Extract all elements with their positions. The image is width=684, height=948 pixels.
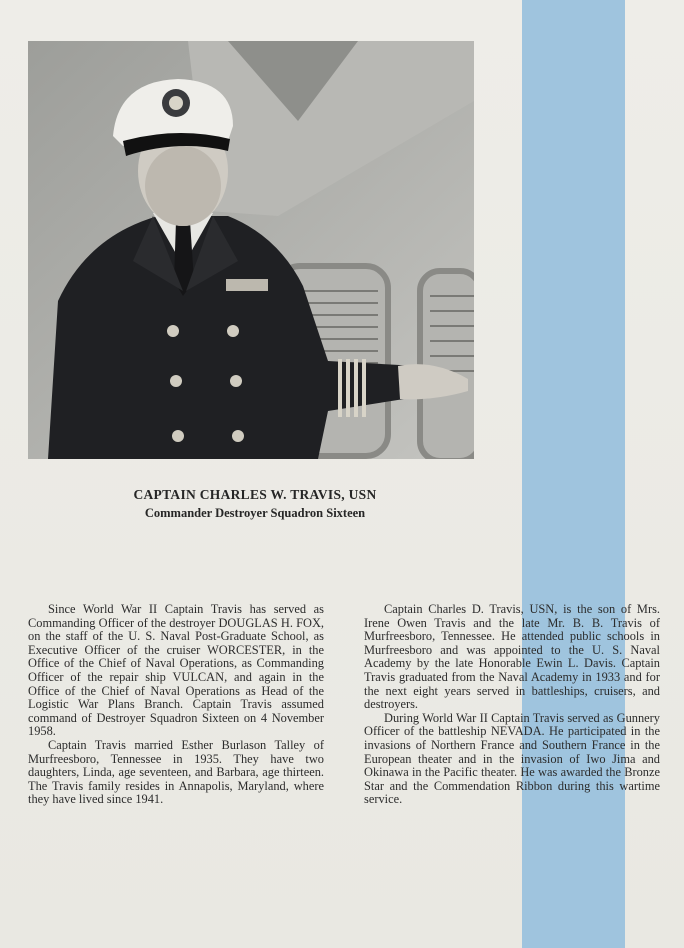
paragraph: Captain Charles D. Travis, USN, is the son of Mrs. Irene Owen Travis and the late Mr. B. B. Travis of Murfreesboro, Tennessee. He attended public schools in Murfreesboro and was appointed to the U. S. Naval Academy by the late Honorable Ewin L. Davis. Captain Travis graduated from the Naval Academy in 1933 and for the next eight years served in battleships, cruisers, and destroyers. [364,602,660,712]
caption-name: CAPTAIN CHARLES W. TRAVIS, USN [133,487,377,502]
captain-portrait-photo [28,41,474,459]
paragraph: During World War II Captain Travis served as Gunnery Officer of the battleship NEVADA. He participated in the invasions of Northern France and Southern France in the European theater and in the invasion of Iwo Jima and Okinawa in the Pacific theater. He was awarded the Bronze Star and the Commendation Ribbon during this wartime service. [364,710,660,807]
left-column [28,603,324,807]
paragraph: Captain Travis married Esther Burlason Talley of Murfreesboro, Tennessee in 1935. They have two daughters, Linda, age seventeen, and Barbara, age thirteen. The Travis family resides in Annapolis, Maryland, where they have lived since 1941. [28,737,324,807]
paragraph: Since World War II Captain Travis has served as Commanding Officer of the destroyer DOUGLAS H. FOX, on the staff of the U. S. Naval Post-Graduate School, as Executive Officer of the cruiser WORCESTER, in the Office of the Chief of Naval Operations, as Commanding Officer of the repair ship VULCAN, and again in the Office of the Chief of Naval Operations as Head of the Logistic War Plans Branch. Captain Travis assumed command of Destroyer Squadron Sixteen on 4 November 1958. [28,602,324,739]
right-column [364,603,660,807]
photo-caption [0,487,500,521]
caption-title: Commander Destroyer Squadron Sixteen [144,506,366,520]
